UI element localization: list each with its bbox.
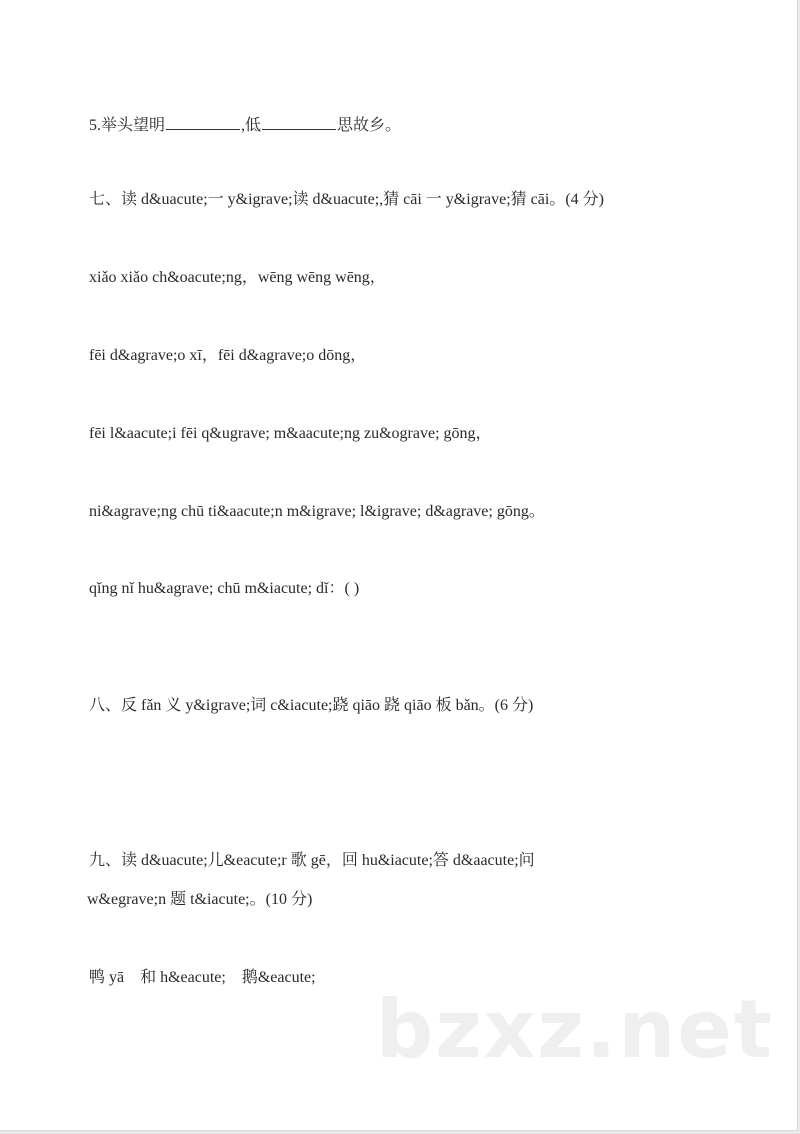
question-5-prefix: 5.举头望明 <box>89 117 166 134</box>
poem-title: 鸭 yā 和 h&eacute; 鹅&eacute; <box>89 969 316 986</box>
section-7-heading: 七、读 d&uacute;一 y&igrave;读 d&uacute;,猜 cāi 一 y&igrave;猜 cāi。(4 分) <box>89 191 604 208</box>
section-9-heading-line-1: 九、读 d&uacute;儿&eacute;r 歌 gē，回 hu&iacute;答 d&aacute;问 <box>89 852 535 869</box>
fill-blank-1[interactable] <box>166 115 240 130</box>
riddle-line-4: ni&agrave;ng chū ti&aacute;n m&igrave; l&igrave; d&agrave; gōng。 <box>89 503 545 520</box>
section-8-heading: 八、反 fǎn 义 y&igrave;词 c&iacute;跷 qiāo 跷 qiāo 板 bǎn。(6 分) <box>89 697 534 714</box>
riddle-question: qǐng nǐ hu&agrave; chū m&iacute; dǐ：( ) <box>89 580 360 597</box>
section-9-heading-line-2: w&egrave;n 题 t&iacute;。(10 分) <box>87 891 313 908</box>
question-5-suffix: 思故乡。 <box>337 117 402 134</box>
riddle-line-2: fēi d&agrave;o xī，fēi d&agrave;o dōng， <box>89 347 367 364</box>
question-5-middle: ,低 <box>241 117 262 134</box>
question-5-line <box>89 115 401 136</box>
watermark: bzxz.net <box>376 983 774 1076</box>
fill-blank-2[interactable] <box>262 115 336 130</box>
riddle-line-3: fēi l&aacute;i fēi q&ugrave; m&aacute;ng zu&ograve; gōng， <box>89 425 492 442</box>
riddle-line-1: xiǎo xiǎo ch&oacute;ng，wēng wēng wēng， <box>89 269 386 286</box>
